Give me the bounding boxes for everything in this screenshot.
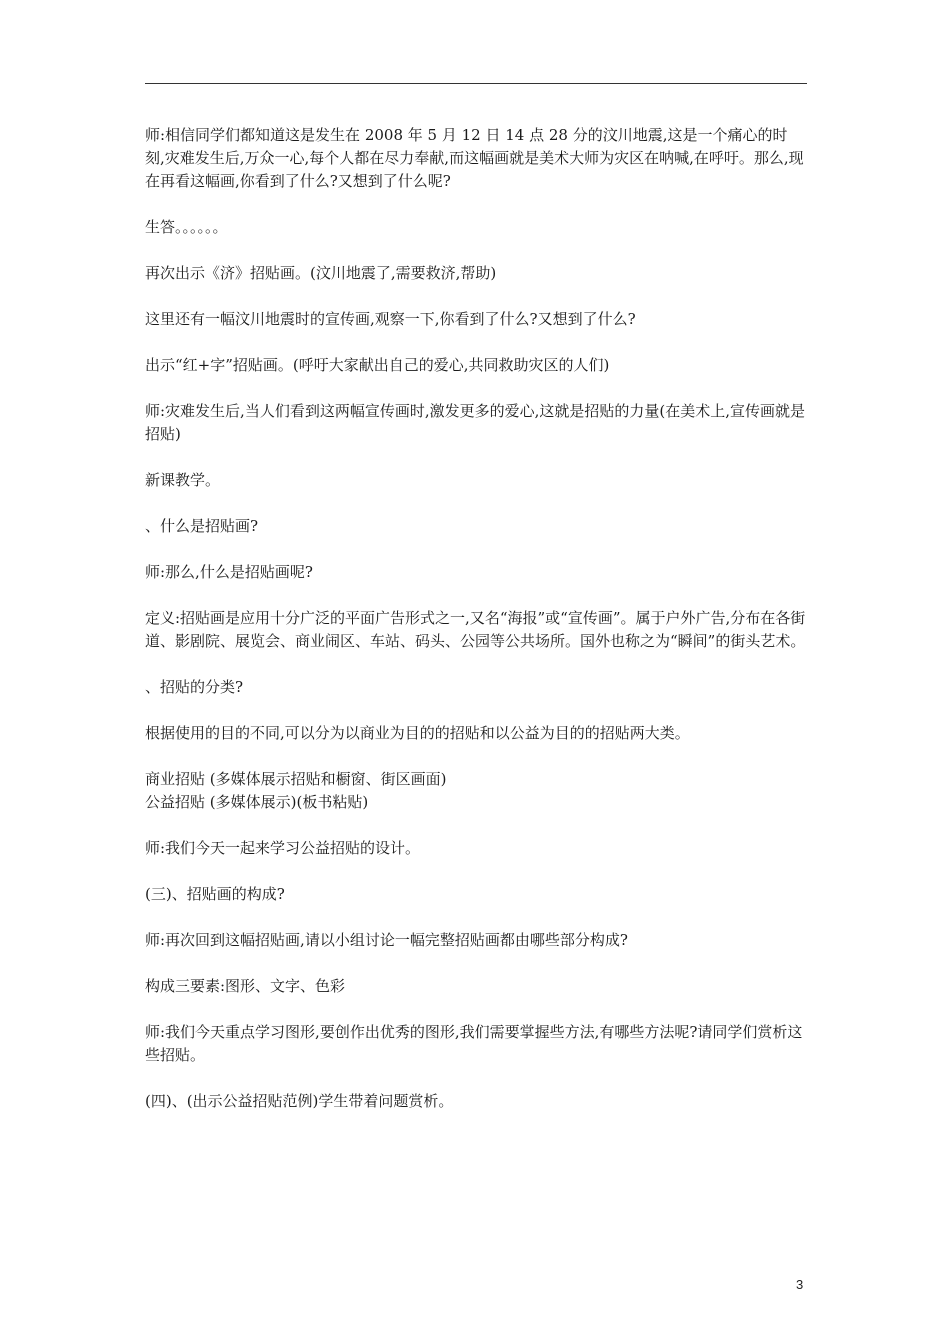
list-item: 公益招贴 (多媒体展示)(板书粘贴) bbox=[145, 793, 369, 811]
paragraph: 师:灾难发生后,当人们看到这两幅宣传画时,激发更多的爱心,这就是招贴的力量(在美术上,宣传画就是招贴) bbox=[145, 402, 805, 443]
paragraph: 师:再次回到这幅招贴画,请以小组讨论一幅完整招贴画都由哪些部分构成? bbox=[145, 931, 628, 949]
paragraph: 这里还有一幅汶川地震时的宣传画,观察一下,你看到了什么?又想到了什么? bbox=[145, 310, 636, 328]
paragraph: 师:那么,什么是招贴画呢? bbox=[145, 563, 313, 581]
document-body bbox=[145, 124, 807, 1136]
paragraph: 构成三要素:图形、文字、色彩 bbox=[145, 977, 346, 995]
section-heading: 新课教学。 bbox=[145, 471, 221, 489]
paragraph: 根据使用的目的不同,可以分为以商业为目的的招贴和以公益为目的的招贴两大类。 bbox=[145, 724, 690, 742]
paragraph: 再次出示《济》招贴画。(汶川地震了,需要救济,帮助) bbox=[145, 264, 497, 282]
section-heading: (四)、(出示公益招贴范例)学生带着问题赏析。 bbox=[145, 1092, 454, 1110]
header-rule bbox=[145, 83, 807, 84]
section-heading: 、什么是招贴画? bbox=[145, 517, 259, 535]
paragraph: 师:我们今天重点学习图形,要创作出优秀的图形,我们需要掌握些方法,有哪些方法呢?请同学们赏析这些招贴。 bbox=[145, 1023, 803, 1064]
section-heading: 、招贴的分类? bbox=[145, 678, 244, 696]
section-heading: (三)、招贴画的构成? bbox=[145, 885, 285, 903]
paragraph: 师:我们今天一起来学习公益招贴的设计。 bbox=[145, 839, 421, 857]
paragraph: 出示“红+字”招贴画。(呼吁大家献出自己的爱心,共同救助灾区的人们) bbox=[145, 356, 610, 374]
paragraph: 生答。。。。。。 bbox=[145, 218, 228, 236]
page-number: 3 bbox=[796, 1277, 804, 1292]
definition-paragraph: 定义:招贴画是应用十分广泛的平面广告形式之一,又名“海报”或“宣传画”。属于户外广告,分布在各街道、影剧院、展览会、商业闹区、车站、码头、公园等公共场所。国外也称之为“瞬间”的街头艺术。 bbox=[145, 609, 806, 650]
paragraph: 师:相信同学们都知道这是发生在 2008 年 5 月 12 日 14 点 28 分的汶川地震,这是一个痛心的时刻,灾难发生后,万众一心,每个人都在尽力奉献,而这幅画就是美术大师为灾区在呐喊,在呼吁。那么,现在再看这幅画,你看到了什么?又想到了什么呢? bbox=[145, 126, 804, 190]
list-item: 商业招贴 (多媒体展示招贴和橱窗、街区画面) bbox=[145, 770, 447, 788]
